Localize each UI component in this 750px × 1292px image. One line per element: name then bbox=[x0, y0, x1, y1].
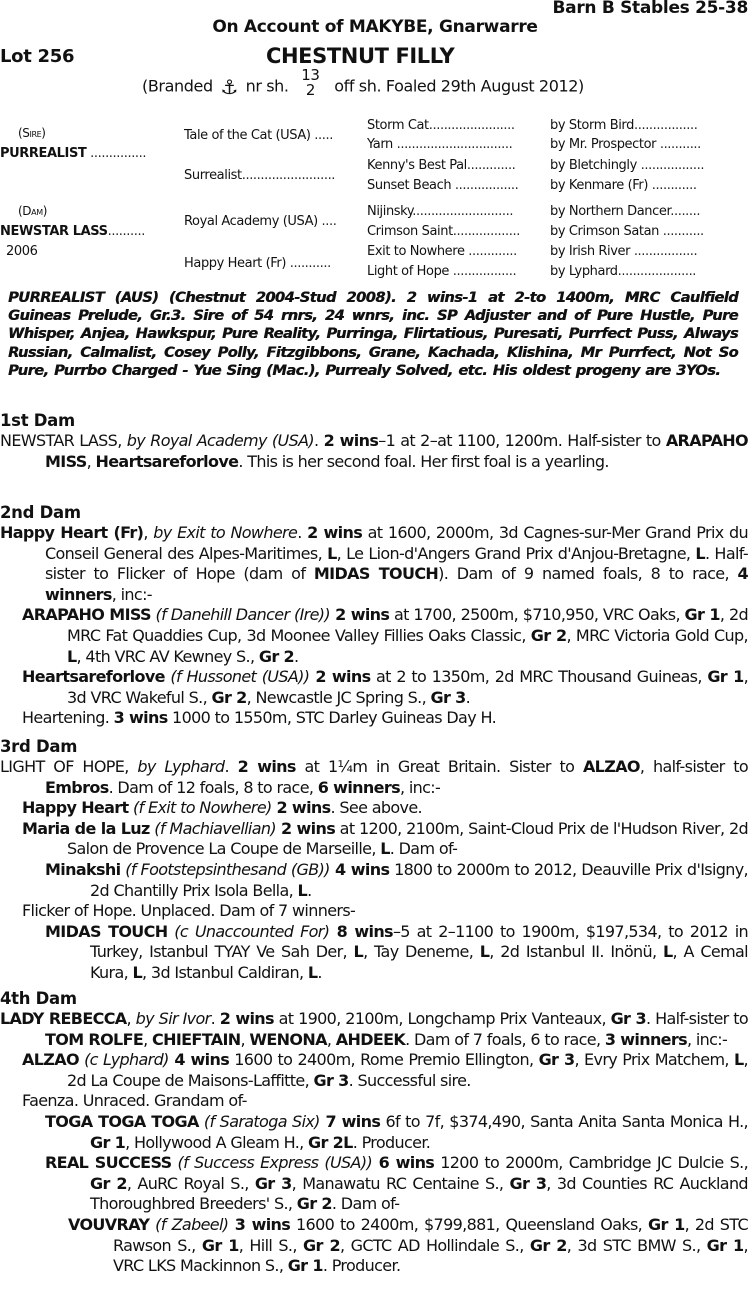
vendor-text: On Account of MAKYBE, Gnarwarre bbox=[212, 17, 538, 37]
gggs-1: by Storm Bird................. bbox=[550, 118, 698, 133]
ggp-6: Crimson Saint.................. bbox=[367, 224, 520, 239]
progeny-entry: Minakshi (f Footstepsinthesand (GB)) 4 wins 1800 to 2000m to 2012, Deauville Prix d'Isigny, 2d Chantilly Prix Isola Bella, L. bbox=[45, 859, 748, 900]
dam-entry: LIGHT OF HOPE, by Lyphard. 2 wins at 1¼m in Great Britain. Sister to ALZAO, half-sister to Embros. Dam of 12 foals, 8 to race, 6 winners, inc:- bbox=[0, 757, 749, 797]
dam-entry: Happy Heart (Fr), by Exit to Nowhere. 2 wins at 1600, 2000m, 3d Cagnes-sur-Mer Grand Prix du Conseil General des Alpes-Maritimes, L, Le Lion-d'Angers Grand Prix d'Anjou-Bretagne, L. Half-sister to Flicker of Hope (dam of MIDAS TOUCH). Dam of 9 named foals, 8 to race, 4 winners, inc:- bbox=[0, 523, 749, 604]
progeny-entry: VOUVRAY (f Zabeel) 3 wins 1600 to 2400m, $799,881, Queensland Oaks, Gr 1, 2d STC Rawson S., Gr 1, Hill S., Gr 2, GCTC AD Hollindale S., Gr 2, 3d STC BMW S., Gr 1, VRC LKS Mackinnon S., Gr 1. Producer. bbox=[68, 1214, 748, 1276]
ggp-7: Exit to Nowhere ............. bbox=[367, 244, 517, 259]
progeny-entry: ALZAO (c Lyphard) 4 wins 1600 to 2400m, Rome Premio Ellington, Gr 3, Evry Prix Matchem, L, 2d La Coupe de Maisons-Laffitte, Gr 3. Successful sire. bbox=[22, 1050, 748, 1090]
vendor bbox=[0, 17, 750, 37]
granddam-maternal: Happy Heart (Fr) ........... bbox=[184, 256, 331, 271]
dam-name: NEWSTAR LASS.......... bbox=[0, 224, 145, 239]
fraction-bottom: 2 bbox=[305, 81, 315, 99]
progeny-entry: TOGA TOGA TOGA (f Saratoga Six) 7 wins 6f to 7f, $374,490, Santa Anita Santa Monica H., Gr 1, Hollywood A Gleam H., Gr 2L. Producer. bbox=[45, 1111, 748, 1152]
gggs-5: by Northern Dancer........ bbox=[550, 204, 701, 219]
dam-label: (Dam) bbox=[18, 204, 47, 218]
pedigree-table bbox=[0, 116, 750, 286]
ggp-8: Light of Hope ................. bbox=[367, 264, 517, 279]
gggs-2: by Mr. Prospector ........... bbox=[550, 137, 701, 152]
section-heading: 3rd Dam bbox=[0, 737, 78, 756]
ggp-2: Yarn ............................... bbox=[367, 137, 513, 152]
fourth-dam-section bbox=[0, 988, 748, 1277]
progeny-entry: Happy Heart (f Exit to Nowhere) 2 wins. See above. bbox=[22, 798, 422, 818]
progeny-entry: Heartening. 3 wins 1000 to 1550m, STC Darley Guineas Day H. bbox=[22, 708, 496, 728]
page-title: CHESTNUT FILLY bbox=[266, 44, 455, 68]
progeny-entry: Heartsareforlove (f Hussonet (USA)) 2 wins at 2 to 1350m, 2d MRC Thousand Guineas, Gr 1, 3d VRC Wakeful S., Gr 2, Newcastle JC Spring S., Gr 3. bbox=[22, 667, 748, 707]
section-heading: 2nd Dam bbox=[0, 503, 81, 522]
brand-suffix: off sh. Foaled 29th August 2012) bbox=[334, 76, 584, 96]
dam-entry: LADY REBECCA, by Sir Ivor. 2 wins at 1900, 2100m, Longchamp Prix Vanteaux, Gr 3. Half-sister to TOM ROLFE, CHIEFTAIN, WENONA, AHDEEK. Dam of 7 foals, 6 to race, 3 winners, inc:- bbox=[0, 1009, 749, 1049]
sire-name: PURREALIST ............... bbox=[0, 146, 147, 161]
anchor-icon: ⚓ bbox=[220, 74, 238, 99]
third-dam-section bbox=[0, 736, 748, 984]
brand-mid: nr sh. bbox=[245, 76, 289, 96]
section-heading: 1st Dam bbox=[0, 411, 75, 430]
gggs-8: by Lyphard..................... bbox=[550, 264, 697, 279]
progeny-entry: MIDAS TOUCH (c Unaccounted For) 8 wins–5 at 2–1100 to 1900m, $197,534, to 2012 in Turkey, Istanbul TYAY Ve Sah Der, L, Tay Deneme, L, 2d Istanbul II. Inönü, L, A Cemal Kura, L, 3d Istanbul Caldiran, L. bbox=[45, 921, 748, 982]
gggs-3: by Bletchingly ................. bbox=[550, 158, 705, 173]
brand-prefix: (Branded bbox=[142, 76, 213, 96]
progeny-entry: Maria de la Luz (f Machiavellian) 2 wins at 1200, 2100m, Saint-Cloud Prix de l'Hudson River, 2d Salon de Provence La Coupe de Marseille, L. Dam of- bbox=[22, 818, 748, 859]
sire-bio: PURREALIST (AUS) (Chestnut 2004-Stud 2008). 2 wins-1 at 2-to 1400m, MRC Caulfield Guineas Prelude, Gr.3. Sire of 54 rnrs, 24 wnrs, inc. SP Adjuster and of Pure Hustle, Pure Whisper, Anjea, Hawkspur, Pure Reality, Purringa, Flirtatious, Puresati, Purrfect Puss, Always Russian, Calmalist, Cosey Polly, Fitzgibbons, Grane, Kachada, Klishina, Mr Purrfect, Not So Pure, Purrbo Charged - Yue Sing (Mac.), Purrealy Solved, etc. His oldest progeny are 3YOs. bbox=[8, 289, 738, 379]
barn-location: Barn B Stables 25-38 bbox=[552, 0, 748, 18]
progeny-entry: REAL SUCCESS (f Success Express (USA)) 6 wins 1200 to 2000m, Cambridge JC Dulcie S., Gr 2, AuRC Royal S., Gr 3, Manawatu RC Centaine S., Gr 3, 3d Counties RC Auckland Thoroughbred Breeders' S., Gr 2. Dam of- bbox=[45, 1153, 749, 1214]
dam-entry: NEWSTAR LASS, by Royal Academy (USA). 2 wins–1 at 2–at 1100, 1200m. Half-sister to ARAPAHO MISS, Heartsareforlove. This is her second foal. Her first foal is a yearling. bbox=[0, 431, 748, 471]
grandsire-paternal: Tale of the Cat (USA) ..... bbox=[184, 128, 333, 143]
lot-number: Lot 256 bbox=[0, 46, 75, 67]
ggp-3: Kenny's Best Pal............. bbox=[367, 158, 516, 173]
brand-fraction bbox=[301, 68, 319, 98]
ggp-5: Nijinsky........................... bbox=[367, 204, 514, 219]
section-heading: 4th Dam bbox=[0, 989, 77, 1008]
gggs-4: by Kenmare (Fr) ............ bbox=[550, 178, 697, 193]
granddam-paternal: Surrealist......................... bbox=[184, 168, 336, 183]
ggp-1: Storm Cat....................... bbox=[367, 118, 515, 133]
dam-year: 2006 bbox=[6, 244, 38, 259]
progeny-entry: Faenza. Unraced. Grandam of- bbox=[22, 1091, 247, 1111]
gggs-7: by Irish River ................. bbox=[550, 244, 698, 259]
sire-label: (Sire) bbox=[18, 126, 46, 140]
brand-line bbox=[142, 66, 584, 102]
fraction-top: 13 bbox=[301, 66, 320, 84]
progeny-entry: Flicker of Hope. Unplaced. Dam of 7 winners- bbox=[22, 901, 356, 921]
ggp-4: Sunset Beach ................. bbox=[367, 178, 519, 193]
gggs-6: by Crimson Satan ........... bbox=[550, 224, 704, 239]
second-dam-section bbox=[0, 502, 748, 729]
grandsire-maternal: Royal Academy (USA) .... bbox=[184, 214, 337, 229]
progeny-entry: ARAPAHO MISS (f Danehill Dancer (Ire)) 2 wins at 1700, 2500m, $710,950, VRC Oaks, Gr 1, 2d MRC Fat Quaddies Cup, 3d Moonee Valley Fillies Oaks Classic, Gr 2, MRC Victoria Gold Cup, L, 4th VRC AV Kewney S., Gr 2. bbox=[22, 605, 748, 666]
first-dam-section bbox=[0, 410, 748, 472]
